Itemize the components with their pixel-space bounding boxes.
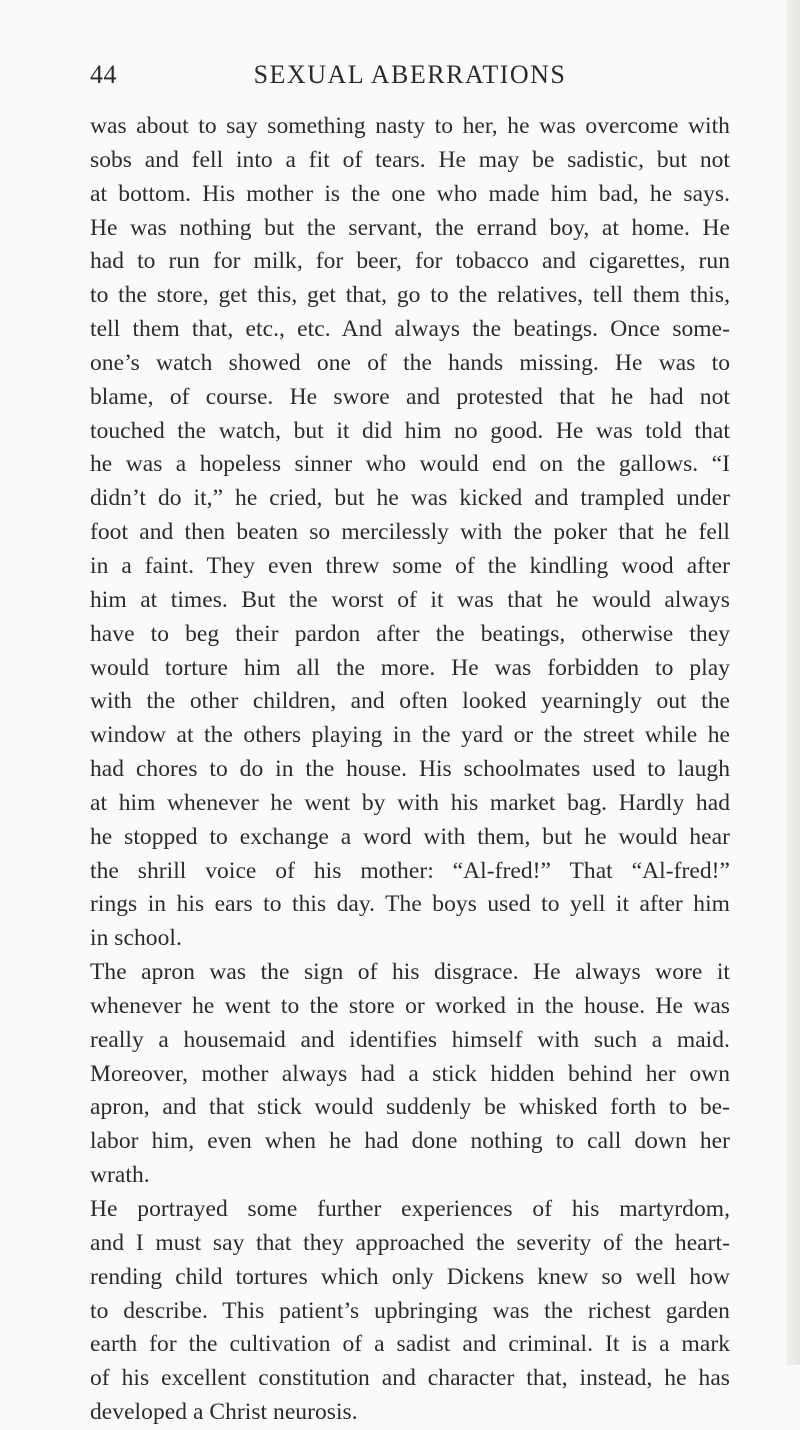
text-line: rending child tortures which only Dickens knew so well how xyxy=(90,1263,730,1290)
text-line: had to run for milk, for beer, for tobacco and cigarettes, run xyxy=(90,248,730,275)
text-line: would torture him all the more. He was forbidden to play xyxy=(90,654,730,681)
text-line: at him whenever he went by with his market bag. Hardly had xyxy=(90,789,730,816)
text-line: window at the others playing in the yard or the street while he xyxy=(90,722,730,749)
text-line: have to beg their pardon after the beatings, otherwise they xyxy=(90,620,730,647)
text-line: wrath. xyxy=(90,1162,150,1189)
text-line: of his excellent constitution and character that, instead, he has xyxy=(90,1365,730,1392)
text-line: Moreover, mother always had a stick hidden behind her own xyxy=(90,1060,730,1087)
text-line: apron, and that stick would suddenly be whisked forth to be- xyxy=(90,1094,730,1121)
text-line: he stopped to exchange a word with them, but he would hear xyxy=(90,823,730,850)
text-line: to describe. This patient’s upbringing was the richest garden xyxy=(90,1297,730,1324)
text-line: in a faint. They even threw some of the kindling wood after xyxy=(90,552,730,579)
page-edge-shadow xyxy=(786,0,800,1365)
text-line: He portrayed some further experiences of his martyrdom, xyxy=(90,1196,730,1222)
text-line: him at times. But the worst of it was that he would always xyxy=(90,586,730,613)
text-line: with the other children, and often looked yearningly out the xyxy=(90,688,730,715)
text-line: the shrill voice of his mother: “Al-fred!” That “Al-fred!” xyxy=(90,857,730,884)
text-line: had chores to do in the house. His schoolmates used to laugh xyxy=(90,756,730,783)
text-line: touched the watch, but it did him no good. He was told that xyxy=(90,417,730,444)
text-line: was about to say something nasty to her, he was overcome with xyxy=(90,113,730,139)
text-line: labor him, even when he had done nothing to call down her xyxy=(90,1128,730,1155)
text-line: sobs and fell into a fit of tears. He may be sadistic, but not xyxy=(90,146,730,173)
text-line: one’s watch showed one of the hands missing. He was to xyxy=(90,349,730,376)
text-line: didn’t do it,” he cried, but he was kicked and trampled under xyxy=(90,485,730,512)
text-line: tell them that, etc., etc. And always the beatings. Once some- xyxy=(90,316,730,343)
text-line: whenever he went to the store or worked in the house. He was xyxy=(90,992,730,1019)
page-header xyxy=(90,60,730,100)
text-line: earth for the cultivation of a sadist and criminal. It is a mark xyxy=(90,1331,730,1358)
text-line: He was nothing but the servant, the errand boy, at home. He xyxy=(90,214,730,241)
page-number: 44 xyxy=(90,60,117,89)
text-line: at bottom. His mother is the one who made him bad, he says. xyxy=(90,180,730,207)
body-text xyxy=(90,110,730,1430)
text-line: he was a hopeless sinner who would end on the gallows. “I xyxy=(90,451,730,478)
text-line: developed a Christ neurosis. xyxy=(90,1399,358,1426)
text-line: in school. xyxy=(90,925,182,952)
text-line: rings in his ears to this day. The boys used to yell it after him xyxy=(90,891,730,918)
running-head: SEXUAL ABERRATIONS xyxy=(253,60,567,89)
text-line: and I must say that they approached the severity of the heart- xyxy=(90,1229,730,1256)
text-line: blame, of course. He swore and protested that he had not xyxy=(90,383,730,410)
text-line: The apron was the sign of his disgrace. He always wore it xyxy=(90,959,730,986)
text-line: to the store, get this, get that, go to the relatives, tell them this, xyxy=(90,282,730,309)
text-line: really a housemaid and identifies himself with such a maid. xyxy=(90,1026,730,1053)
text-line: foot and then beaten so mercilessly with the poker that he fell xyxy=(90,519,730,546)
